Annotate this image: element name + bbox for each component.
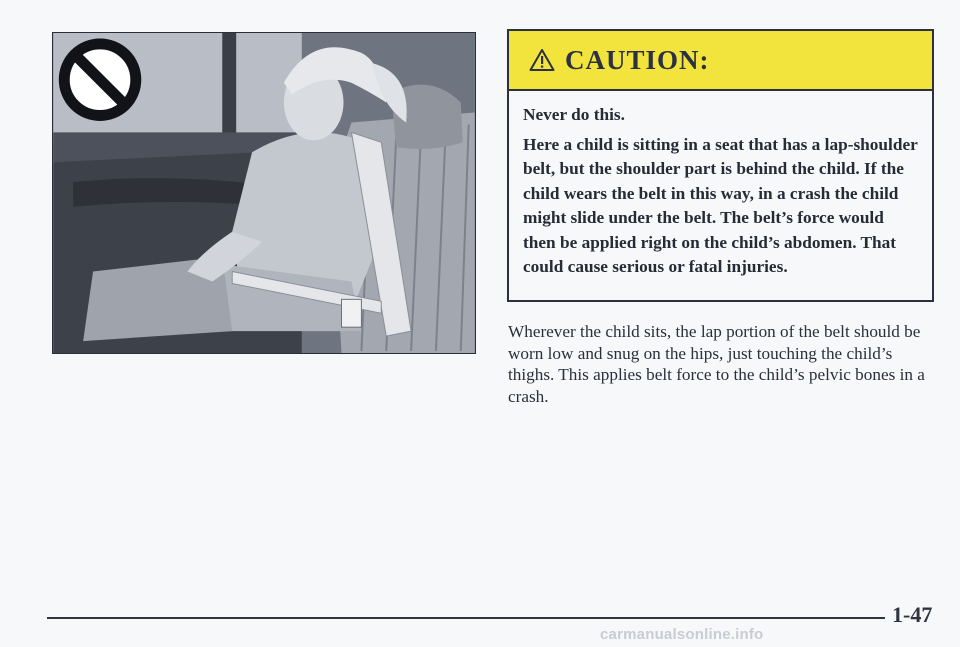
caution-box bbox=[507, 29, 934, 302]
watermark: carmanualsonline.info bbox=[600, 626, 764, 643]
page-number: 1-47 bbox=[892, 602, 933, 627]
caution-text: Here a child is sitting in a seat that has a lap-shoulder belt, but the shoulder part is behind the child. If the child wears the belt in this way, in a crash the child might slide under the belt. The belt’s force would then be applied right on the child’s abdomen. That could cause serious or fatal injuries. bbox=[523, 134, 918, 276]
warning-triangle-icon bbox=[529, 48, 555, 72]
child-seat-belt-illustration bbox=[52, 32, 476, 354]
caution-header bbox=[509, 31, 932, 91]
prohibition-icon bbox=[64, 44, 136, 116]
footer-rule bbox=[47, 617, 885, 619]
caution-title: CAUTION: bbox=[565, 44, 710, 75]
body-paragraph: Wherever the child sits, the lap portion of the belt should be worn low and snug on the hips, just touching the child’s thighs. This applies belt force to the child’s pelvic bones in a crash. bbox=[508, 322, 925, 406]
illustration-drawing bbox=[53, 33, 475, 353]
caution-body bbox=[509, 91, 932, 280]
caution-lead: Never do this. bbox=[523, 105, 625, 124]
